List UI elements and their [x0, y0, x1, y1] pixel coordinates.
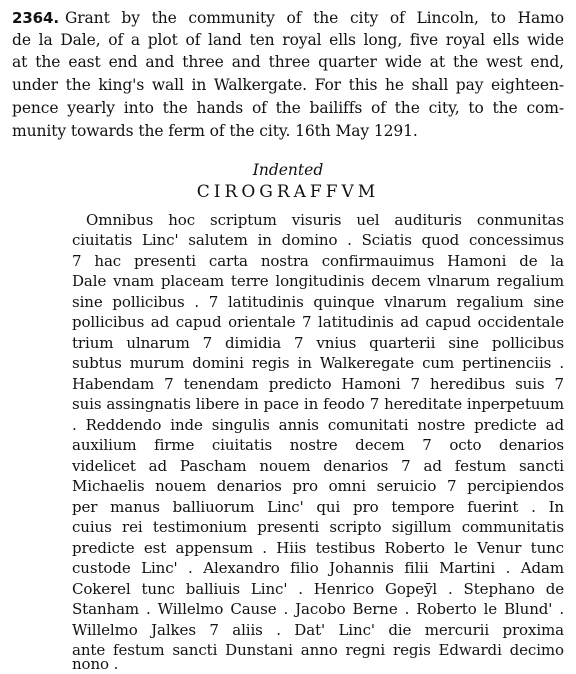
summary-line [12, 8, 564, 28]
charter-line: predicte est appensum . Hiis testibus Roberto le Venur tunc [72, 539, 564, 557]
charter-line: per manus balliuorum Linc' qui pro tempore fuerint . In [72, 498, 564, 516]
summary-line-text: Grant by the community of the city of Lincoln, to Hamo [64, 9, 564, 27]
indented-label: Indented [252, 161, 324, 179]
charter-line: pollicibus ad capud orientale 7 latitudinis ad capud occidentale [72, 313, 564, 331]
charter-line: auxilium firme ciuitatis nostre decem 7 octo denarios [72, 436, 564, 454]
charter-line: trium ulnarum 7 dimidia 7 vnius quarterii sine pollicibus [72, 334, 564, 352]
charter-line: 7 hac presenti carta nostra confirmauimus Hamoni de la [72, 252, 564, 270]
summary-line: munity towards the ferm of the city. 16th May 1291. [12, 122, 418, 140]
summary-line: pence yearly into the hands of the bailiffs of the city, to the com- [12, 99, 564, 117]
charter-line: Willelmo Jalkes 7 aliis . Dat' Linc' die mercurii proxima [72, 621, 564, 639]
entry-number: 2364. [12, 9, 59, 27]
charter-line: suis assingnatis libere in pace in feodo 7 hereditate inperpetuum [72, 395, 564, 413]
summary-line: at the east end and three and three quarter wide at the west end, [12, 53, 564, 71]
charter-line: custode Linc' . Alexandro filio Johannis filii Martini . Adam [72, 559, 564, 577]
charter-line: nono . [72, 655, 119, 673]
charter-line: sine pollicibus . 7 latitudinis quinque vlnarum regalium sine [72, 293, 564, 311]
charter-line: ciuitatis Linc' salutem in domino . Sciatis quod concessimus [72, 231, 564, 249]
charter-line: Cokerel tunc balliuis Linc' . Henrico Gopeȳl . Stephano de [72, 580, 564, 598]
charter-line: videlicet ad Pascham nouem denarios 7 ad festum sancti [72, 457, 564, 475]
charter-line: Stanham . Willelmo Cause . Jacobo Berne . Roberto le Blund' . [72, 600, 564, 618]
charter-line: subtus murum domini regis in Walkeregate cum pertinenciis . [72, 354, 564, 372]
charter-line: cuius rei testimonium presenti scripto sigillum communitatis [72, 518, 564, 536]
charter-line: Michaelis nouem denarios pro omni seruicio 7 percipiendos [72, 477, 564, 495]
charter-line: Omnibus hoc scriptum visuris uel audituris conmunitas [86, 211, 564, 229]
cirograph-heading: CIROGRAFFVM [196, 182, 380, 202]
charter-line: . Reddendo inde singulis annis comunitati nostre predicte ad [72, 416, 564, 434]
summary-line: under the king's wall in Walkergate. For this he shall pay eighteen- [12, 76, 564, 94]
charter-line: ante festum sancti Dunstani anno regni regis Edwardi decimo [72, 641, 564, 659]
summary-line: de la Dale, of a plot of land ten royal ells long, five royal ells wide [12, 31, 564, 49]
charter-line: Habendam 7 tenendam predicto Hamoni 7 heredibus suis 7 [72, 375, 564, 393]
charter-line: Dale vnam placeam terre longitudinis decem vlnarum regalium [72, 272, 564, 290]
